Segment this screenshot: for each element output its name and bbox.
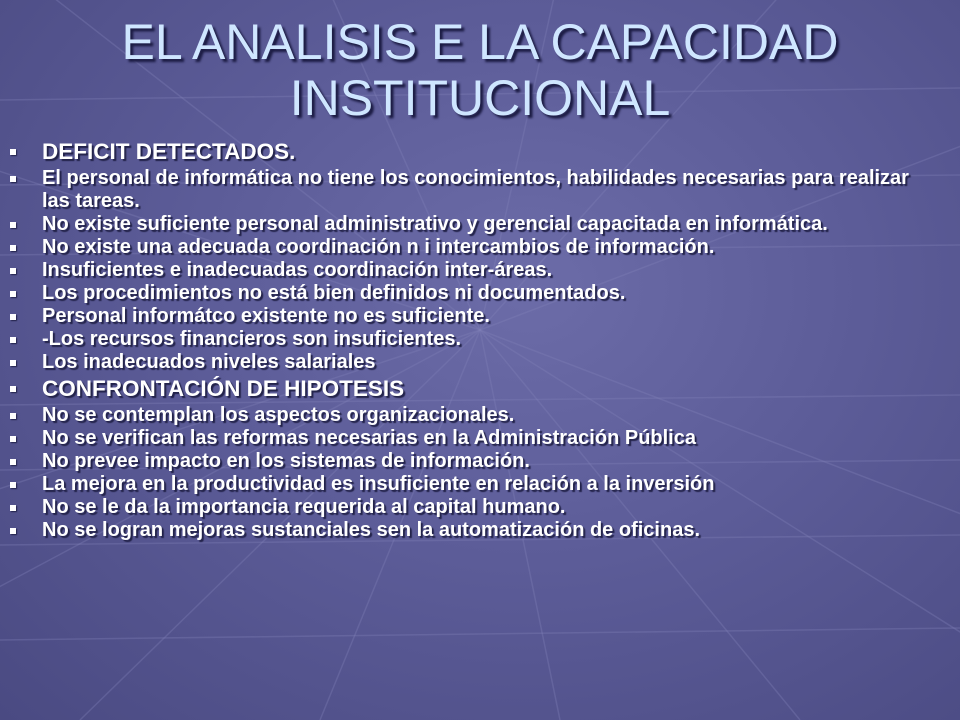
square-bullet-icon — [10, 528, 16, 534]
list-item-text: Los inadecuados niveles salariales — [42, 351, 376, 373]
slide-title — [0, 14, 960, 126]
list-item — [0, 351, 960, 374]
list-item — [0, 213, 960, 236]
list-item-text: Insuficientes e inadecuadas coordinación inter-áreas. — [42, 259, 553, 281]
bullet-list — [0, 137, 960, 542]
square-bullet-icon — [10, 337, 16, 343]
square-bullet-icon — [10, 386, 16, 392]
square-bullet-icon — [10, 413, 16, 419]
list-item-text: La mejora en la productividad es insuficiente en relación a la inversión — [42, 473, 715, 495]
list-item-text: No existe una adecuada coordinación n i intercambios de información. — [42, 236, 715, 258]
list-item-text: El personal de informática no tiene los conocimientos, habilidades necesarias para realizar las tareas. — [42, 167, 909, 212]
square-bullet-icon — [10, 291, 16, 297]
list-item-text: No se verifican las reformas necesarias en la Administración Pública — [42, 427, 696, 449]
list-item-text: No se logran mejoras sustanciales sen la automatización de oficinas. — [42, 519, 700, 541]
list-item — [0, 328, 960, 351]
square-bullet-icon — [10, 176, 16, 182]
square-bullet-icon — [10, 459, 16, 465]
list-item — [0, 259, 960, 282]
slide-title-line-2: INSTITUCIONAL — [289, 70, 671, 126]
list-item-text: Personal informátco existente no es suficiente. — [42, 305, 490, 327]
list-item — [0, 305, 960, 328]
list-item — [0, 236, 960, 259]
list-item — [0, 404, 960, 427]
list-item — [0, 519, 960, 542]
list-item-text: CONFRONTACIÓN DE HIPOTESIS — [42, 376, 405, 401]
square-bullet-icon — [10, 314, 16, 320]
list-item-text: No se le da la importancia requerida al capital humano. — [42, 496, 566, 518]
list-item — [0, 473, 960, 496]
list-item-text: DEFICIT DETECTADOS. — [42, 139, 296, 164]
square-bullet-icon — [10, 482, 16, 488]
list-item — [0, 450, 960, 473]
square-bullet-icon — [10, 222, 16, 228]
list-item-text: No existe suficiente personal administrativo y gerencial capacitada en informática. — [42, 213, 828, 235]
list-item-text: No prevee impacto en los sistemas de información. — [42, 450, 530, 472]
square-bullet-icon — [10, 149, 16, 155]
square-bullet-icon — [10, 436, 16, 442]
list-item-text: No se contemplan los aspectos organizacionales. — [42, 404, 515, 426]
slide-title-line-1: EL ANALISIS E LA CAPACIDAD — [121, 14, 839, 70]
square-bullet-icon — [10, 505, 16, 511]
section-heading-deficit — [0, 137, 960, 167]
list-item — [0, 167, 960, 213]
list-item — [0, 496, 960, 519]
square-bullet-icon — [10, 245, 16, 251]
list-item-text: -Los recursos financieros son insuficientes. — [42, 328, 462, 350]
section-heading-hipotesis — [0, 374, 960, 404]
list-item — [0, 282, 960, 305]
square-bullet-icon — [10, 268, 16, 274]
list-item — [0, 427, 960, 450]
list-item-text: Los procedimientos no está bien definidos ni documentados. — [42, 282, 626, 304]
square-bullet-icon — [10, 360, 16, 366]
